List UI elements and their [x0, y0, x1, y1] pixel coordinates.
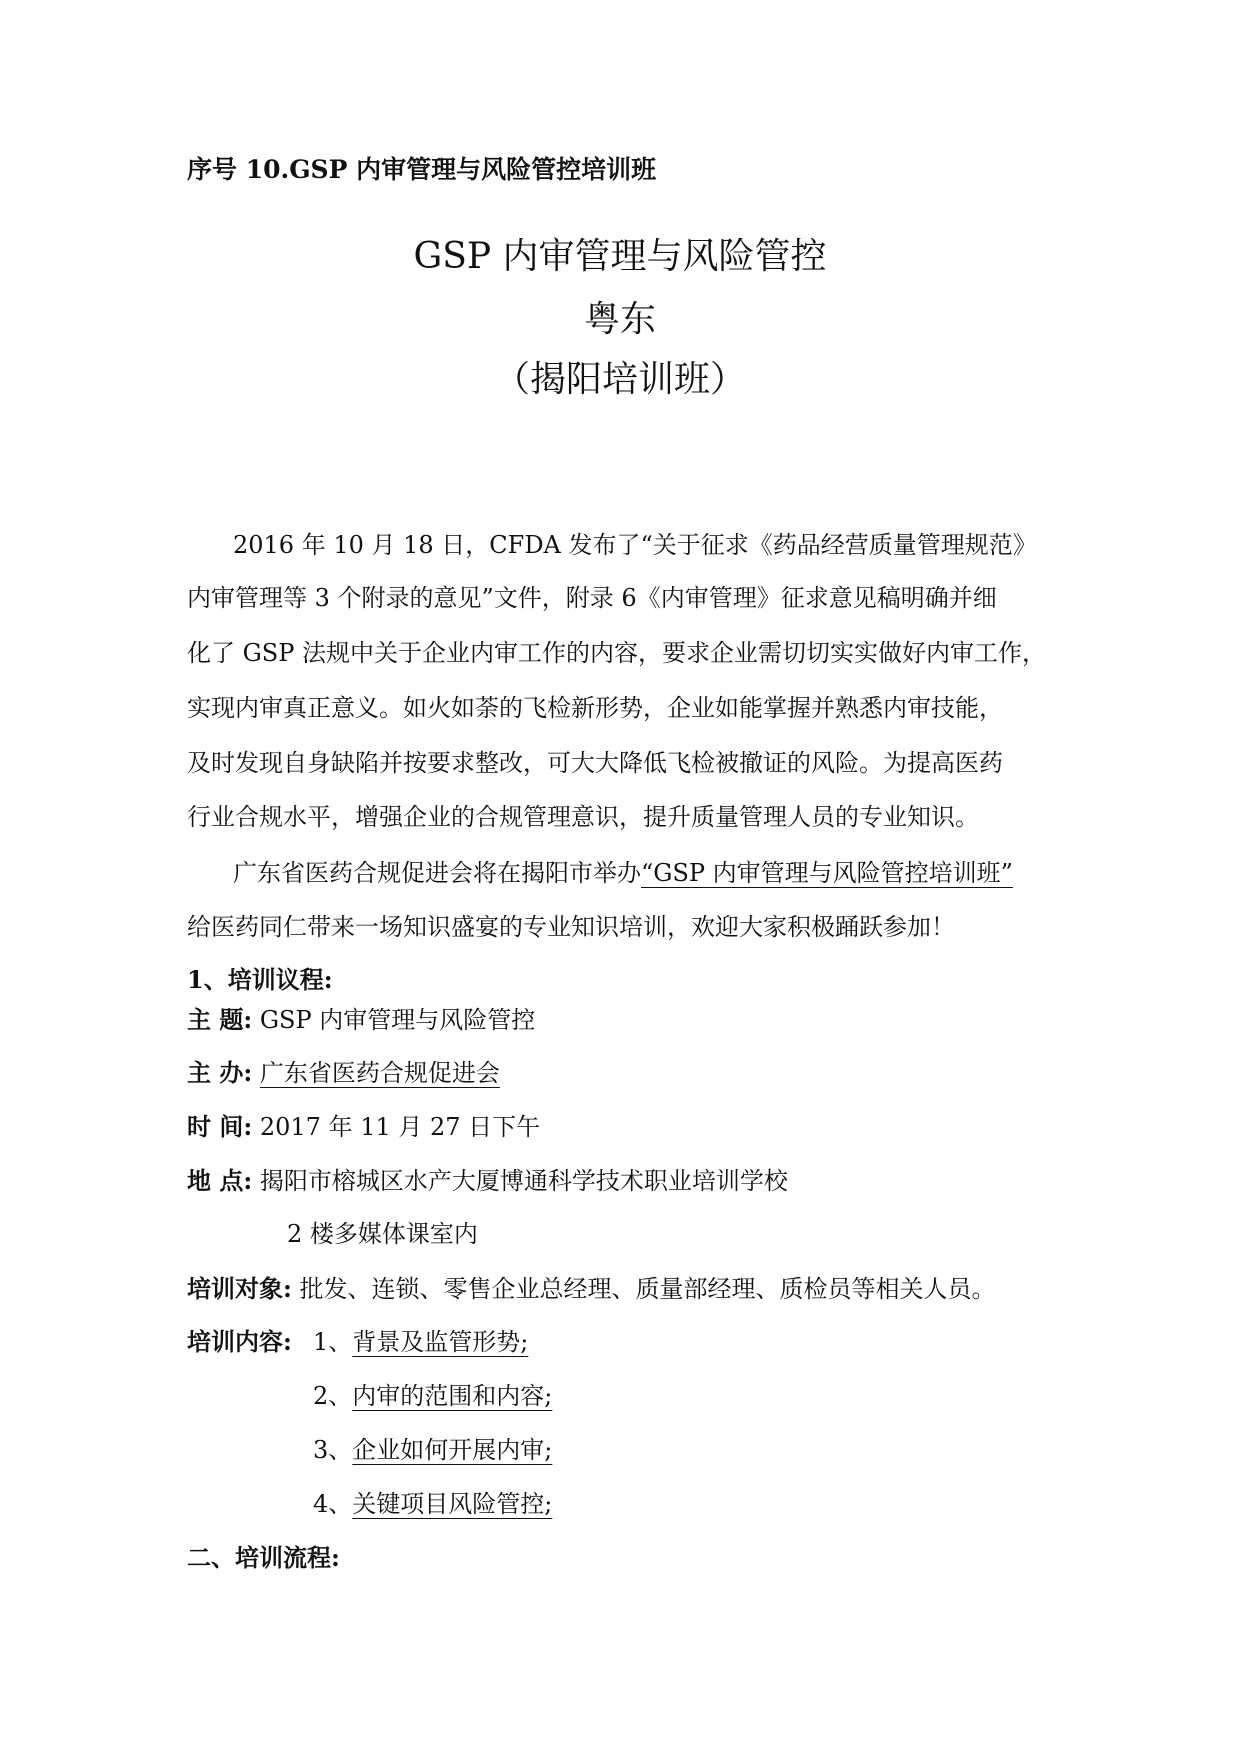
topic-value: GSP 内审管理与风险管控	[259, 1006, 536, 1034]
host-label: 主 办:	[187, 1058, 253, 1087]
document-subtitle-class: （揭阳培训班）	[493, 359, 746, 400]
section2-heading: 二、培训流程:	[187, 1543, 340, 1572]
content-item-text: 内审的范围和内容;	[352, 1382, 553, 1410]
place-label: 地 点:	[187, 1166, 253, 1195]
intro-line: 实现内审真正意义。如火如荼的飞检新形势，企业如能掌握并熟悉内审技能，	[187, 694, 1003, 722]
topic-label: 主 题:	[187, 1005, 253, 1034]
audience-row	[187, 1269, 996, 1304]
content-label	[187, 1322, 292, 1357]
place-row	[187, 1161, 788, 1196]
intro-line: 2016 年 10 月 18 日，CFDA 发布了“关于征求《药品经营质量管理规范》	[233, 531, 1037, 559]
topic-row	[187, 1000, 535, 1035]
para2-prefix: 广东省医药合规促进会将在揭阳市举办	[233, 859, 641, 887]
content-item-text: 企业如何开展内审;	[352, 1436, 553, 1464]
intro-line: 化了 GSP 法规中关于企业内审工作的内容，要求企业需切切实实做好内审工作，	[187, 639, 1047, 667]
intro-line: 内审管理等 3 个附录的意见”文件，附录 6《内审管理》征求意见稿明确并细	[187, 584, 997, 612]
content-item-text: 背景及监管形势;	[352, 1328, 529, 1356]
time-value: 2017 年 11 月 27 日下午	[259, 1113, 541, 1141]
intro-line: 及时发现自身缺陷并按要求整改，可大大降低飞检被撤证的风险。为提高医药	[187, 749, 1003, 777]
time-label: 时 间:	[187, 1112, 253, 1141]
audience-value: 批发、连锁、零售企业总经理、质量部经理、质检员等相关人员。	[299, 1275, 996, 1303]
training-name-highlight: “GSP 内审管理与风险管控培训班”	[641, 859, 1013, 887]
content-item-number: 3、	[313, 1436, 353, 1464]
place-value: 揭阳市榕城区水产大厦博通科学技术职业培训学校	[259, 1167, 788, 1195]
time-row	[187, 1107, 540, 1142]
document-header: 序号 10.GSP 内审管理与风险管控培训班	[187, 155, 657, 184]
host-row	[187, 1053, 500, 1088]
content-item-number: 1、	[313, 1328, 353, 1356]
content-item	[313, 1376, 552, 1411]
content-item-text: 关键项目风险管控;	[352, 1490, 553, 1518]
audience-label: 培训对象:	[187, 1274, 292, 1303]
document-title: GSP 内审管理与风险管控	[413, 236, 827, 277]
para2-line2: 给医药同仁带来一场知识盛宴的专业知识培训，欢迎大家积极踊跃参加！	[187, 913, 955, 941]
document-subtitle-region: 粤东	[583, 299, 656, 340]
intro-line: 行业合规水平，增强企业的合规管理意识，提升质量管理人员的专业知识。	[187, 803, 979, 831]
content-item	[313, 1430, 552, 1465]
section1-heading: 1、培训议程:	[187, 965, 333, 994]
host-value: 广东省医药合规促进会	[259, 1059, 500, 1087]
content-label-text: 培训内容:	[187, 1327, 292, 1356]
content-item	[313, 1322, 528, 1357]
content-item	[313, 1484, 552, 1519]
content-item-number: 2、	[313, 1382, 353, 1410]
content-item-number: 4、	[313, 1490, 353, 1518]
place-value-line2: 2 楼多媒体课室内	[287, 1220, 478, 1248]
para2-line1	[233, 853, 1013, 888]
